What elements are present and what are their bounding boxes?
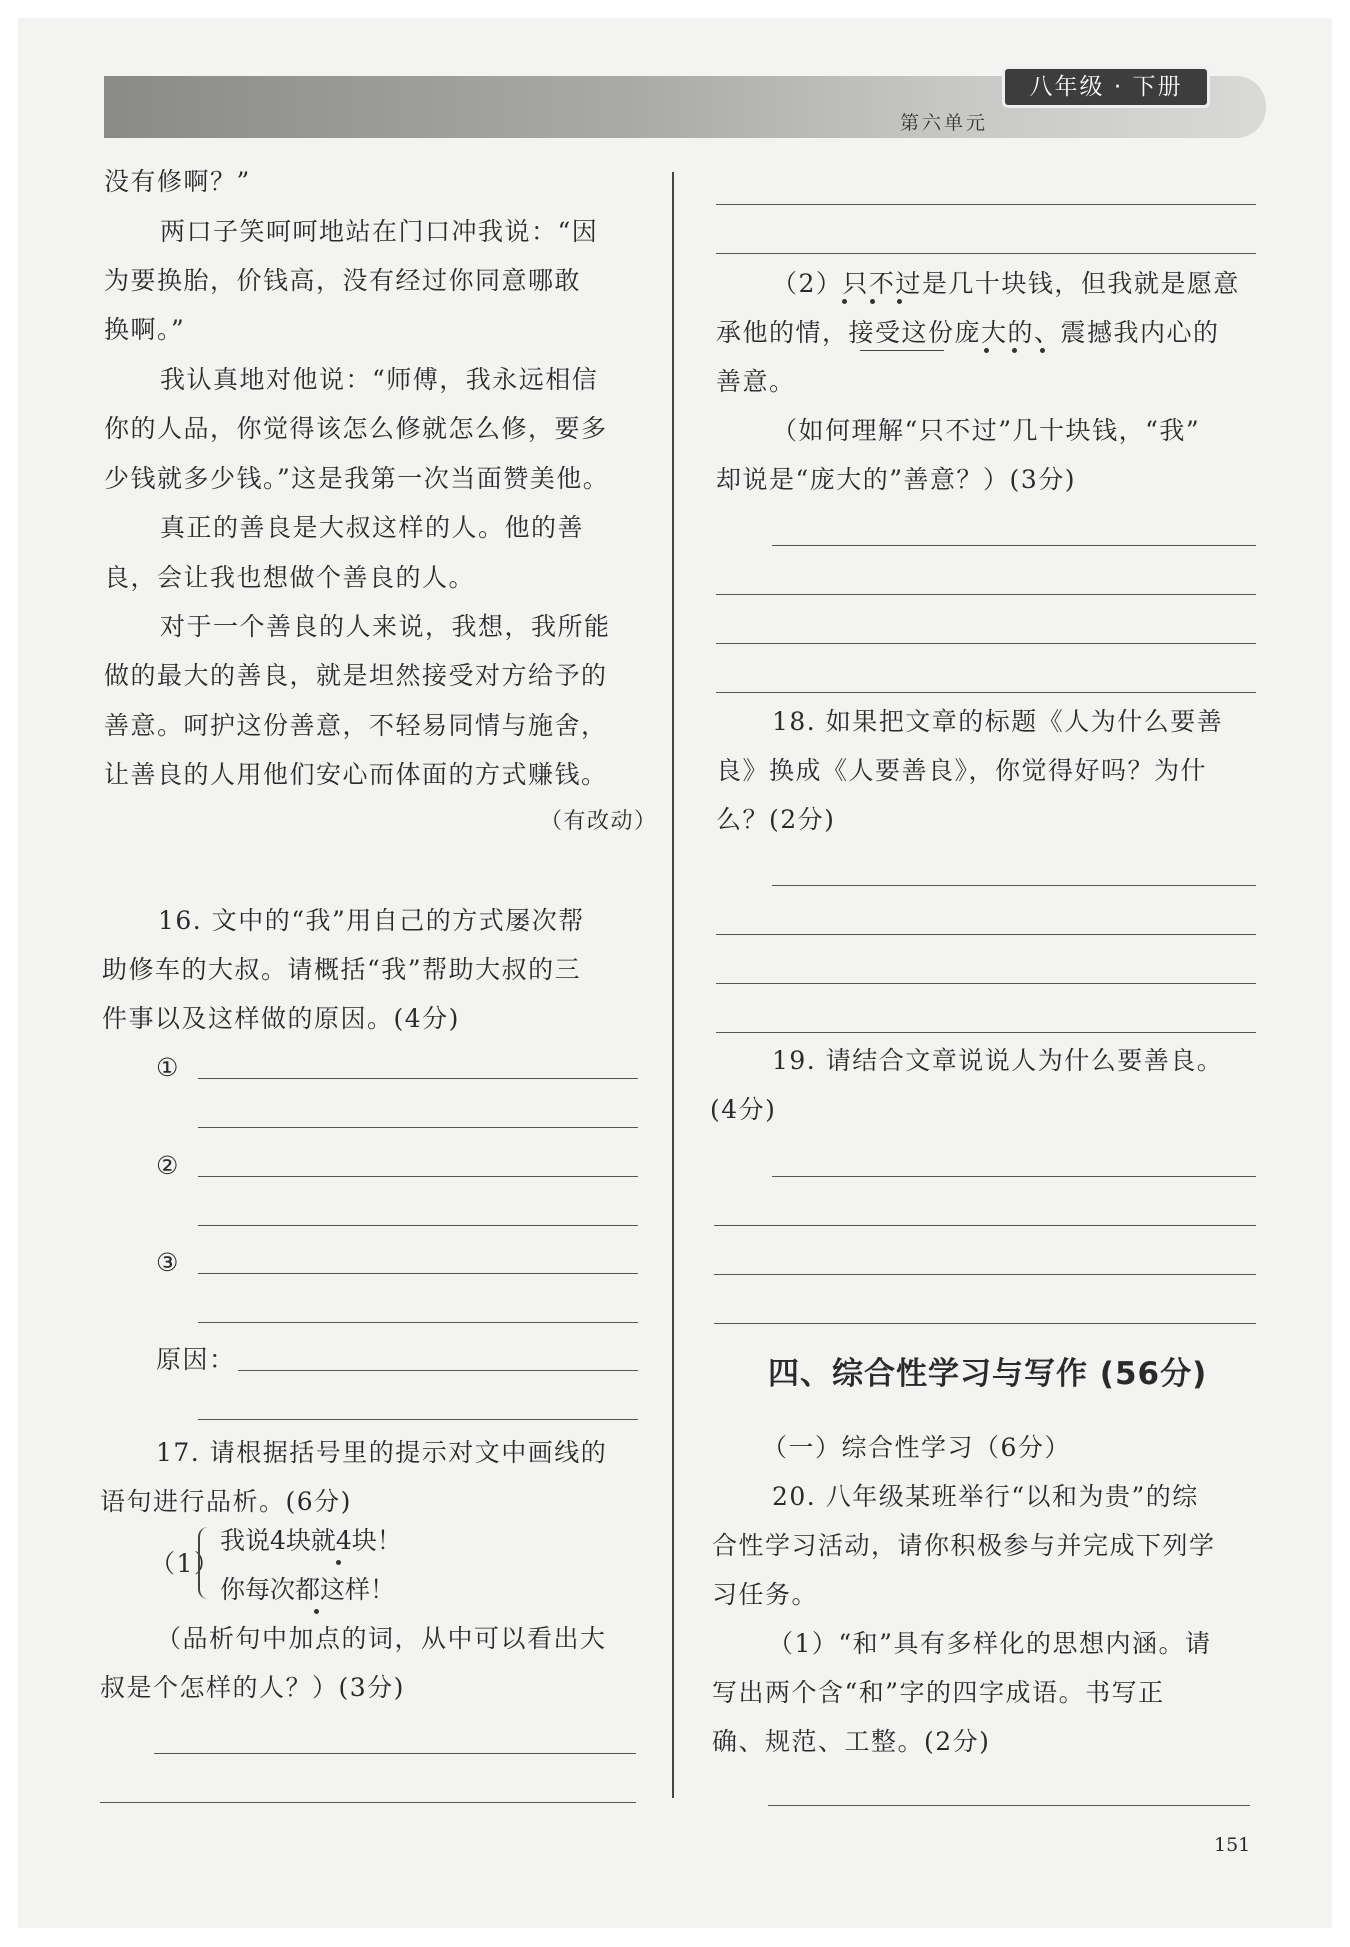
q16-line: 件事以及这样做的原因。(4分) bbox=[102, 1004, 460, 1033]
underline bbox=[860, 350, 944, 351]
page-number: 151 bbox=[1214, 1834, 1251, 1856]
answer-line[interactable] bbox=[714, 1225, 1256, 1226]
answer-line[interactable] bbox=[716, 253, 1256, 254]
passage-line: 良，会让我也想做个善良的人。 bbox=[104, 563, 476, 592]
answer-line[interactable] bbox=[198, 1273, 638, 1274]
q16-reason-label: 原因： bbox=[156, 1345, 236, 1374]
q17-2-line: （2）只不过是几十块钱，但我就是愿意 bbox=[772, 269, 1240, 298]
answer-line[interactable] bbox=[716, 594, 1256, 595]
answer-line[interactable] bbox=[238, 1370, 638, 1371]
q17-2-line: 承他的情，接受这份庞大的、震撼我内心的 bbox=[716, 318, 1220, 347]
passage-line: 两口子笑呵呵地站在门口冲我说：“因 bbox=[160, 217, 599, 246]
q20-1-line: 确、规范、工整。(2分) bbox=[712, 1727, 991, 1756]
q20-1-line: （1）“和”具有多样化的思想内涵。请 bbox=[768, 1629, 1212, 1658]
answer-line[interactable] bbox=[198, 1322, 638, 1323]
emphasis-dot bbox=[870, 299, 875, 304]
emphasis-dot bbox=[336, 1560, 341, 1565]
q20-line: 习任务。 bbox=[712, 1580, 819, 1609]
passage-line: 做的最大的善良，就是坦然接受对方给予的 bbox=[104, 661, 608, 690]
q20-line: 20. 八年级某班举行“以和为贵”的综 bbox=[772, 1482, 1199, 1511]
answer-line[interactable] bbox=[198, 1225, 638, 1226]
q18-line: 良》换成《人要善良》，你觉得好吗？为什 bbox=[716, 756, 1208, 785]
q19-line: (4分) bbox=[710, 1095, 777, 1124]
source-note: （有改动） bbox=[540, 809, 658, 834]
brace bbox=[198, 1527, 210, 1599]
answer-line[interactable] bbox=[198, 1078, 638, 1079]
q18-line: 18. 如果把文章的标题《人为什么要善 bbox=[772, 707, 1224, 736]
q19-line: 19. 请结合文章说说人为什么要善良。 bbox=[772, 1046, 1224, 1075]
emphasis-dot bbox=[897, 299, 902, 304]
answer-line[interactable] bbox=[716, 934, 1256, 935]
passage-line: 换啊。” bbox=[104, 315, 186, 344]
answer-line[interactable] bbox=[772, 1176, 1256, 1177]
answer-line[interactable] bbox=[772, 545, 1256, 546]
passage-line: 对于一个善良的人来说，我想，我所能 bbox=[160, 612, 611, 641]
q16-line: 16. 文中的“我”用自己的方式屡次帮 bbox=[158, 906, 585, 935]
answer-line[interactable] bbox=[714, 1274, 1256, 1275]
passage-line: 你的人品，你觉得该怎么修就怎么修，要多 bbox=[104, 414, 608, 443]
passage-line: 善意。呵护这份善意，不轻易同情与施舍， bbox=[104, 711, 608, 740]
q16-line: 助修车的大叔。请概括“我”帮助大叔的三 bbox=[102, 955, 582, 984]
q17-1-sentence: 我说4块就4块！ bbox=[220, 1526, 402, 1555]
emphasis-dot bbox=[1012, 348, 1017, 353]
answer-line[interactable] bbox=[198, 1419, 638, 1420]
grade-label: 八年级 · 下册 bbox=[1002, 66, 1210, 108]
answer-line[interactable] bbox=[768, 1805, 1250, 1806]
column-divider bbox=[672, 172, 674, 1798]
answer-line[interactable] bbox=[198, 1176, 638, 1177]
q20-1-line: 写出两个含“和”字的四字成语。书写正 bbox=[712, 1678, 1165, 1707]
answer-line[interactable] bbox=[716, 204, 1256, 205]
q17-2-prompt: 却说是“庞大的”善意？）(3分) bbox=[716, 465, 1076, 494]
unit-label: 第六单元 bbox=[900, 112, 989, 134]
q16-marker-1: ① bbox=[156, 1053, 180, 1082]
q17-1-prompt: 叔是个怎样的人？）(3分) bbox=[100, 1673, 405, 1702]
q17-2-line: 善意。 bbox=[716, 367, 796, 396]
answer-line[interactable] bbox=[716, 983, 1256, 984]
q17-1-prompt: （品析句中加点的词，从中可以看出大 bbox=[156, 1624, 607, 1653]
q17-2-prompt: （如何理解“只不过”几十块钱，“我” bbox=[772, 416, 1201, 445]
answer-line[interactable] bbox=[100, 1802, 636, 1803]
q18-line: 么？(2分) bbox=[716, 805, 836, 834]
answer-line[interactable] bbox=[154, 1753, 636, 1754]
answer-line[interactable] bbox=[716, 692, 1256, 693]
passage-line: 为要换胎，价钱高，没有经过你同意哪敢 bbox=[104, 266, 582, 295]
q17-1-label: （1） bbox=[150, 1549, 221, 1578]
emphasis-dot bbox=[984, 348, 989, 353]
passage-line: 让善良的人用他们安心而体面的方式赚钱。 bbox=[104, 760, 608, 789]
emphasis-dot bbox=[842, 299, 847, 304]
answer-line[interactable] bbox=[716, 643, 1256, 644]
answer-line[interactable] bbox=[198, 1127, 638, 1128]
q16-marker-2: ② bbox=[156, 1151, 180, 1180]
subsection-title: （一）综合性学习（6分） bbox=[762, 1433, 1071, 1462]
q17-line: 语句进行品析。(6分) bbox=[100, 1487, 352, 1516]
emphasis-dot bbox=[314, 1609, 319, 1614]
q17-line: 17. 请根据括号里的提示对文中画线的 bbox=[156, 1438, 608, 1467]
passage-line: 真正的善良是大叔这样的人。他的善 bbox=[160, 513, 585, 542]
answer-line[interactable] bbox=[714, 1323, 1256, 1324]
section-title: 四、综合性学习与写作 (56分) bbox=[768, 1356, 1208, 1392]
passage-line: 少钱就多少钱。”这是我第一次当面赞美他。 bbox=[104, 464, 610, 493]
q20-line: 合性学习活动，请你积极参与并完成下列学 bbox=[712, 1531, 1216, 1560]
answer-line[interactable] bbox=[772, 885, 1256, 886]
passage-line: 我认真地对他说：“师傅，我永远相信 bbox=[160, 365, 599, 394]
q17-1-sentence: 你每次都这样！ bbox=[220, 1575, 396, 1604]
emphasis-dot bbox=[1040, 348, 1045, 353]
answer-line[interactable] bbox=[716, 1032, 1256, 1033]
q16-marker-3: ③ bbox=[156, 1248, 180, 1277]
passage-line: 没有修啊？” bbox=[104, 167, 251, 196]
